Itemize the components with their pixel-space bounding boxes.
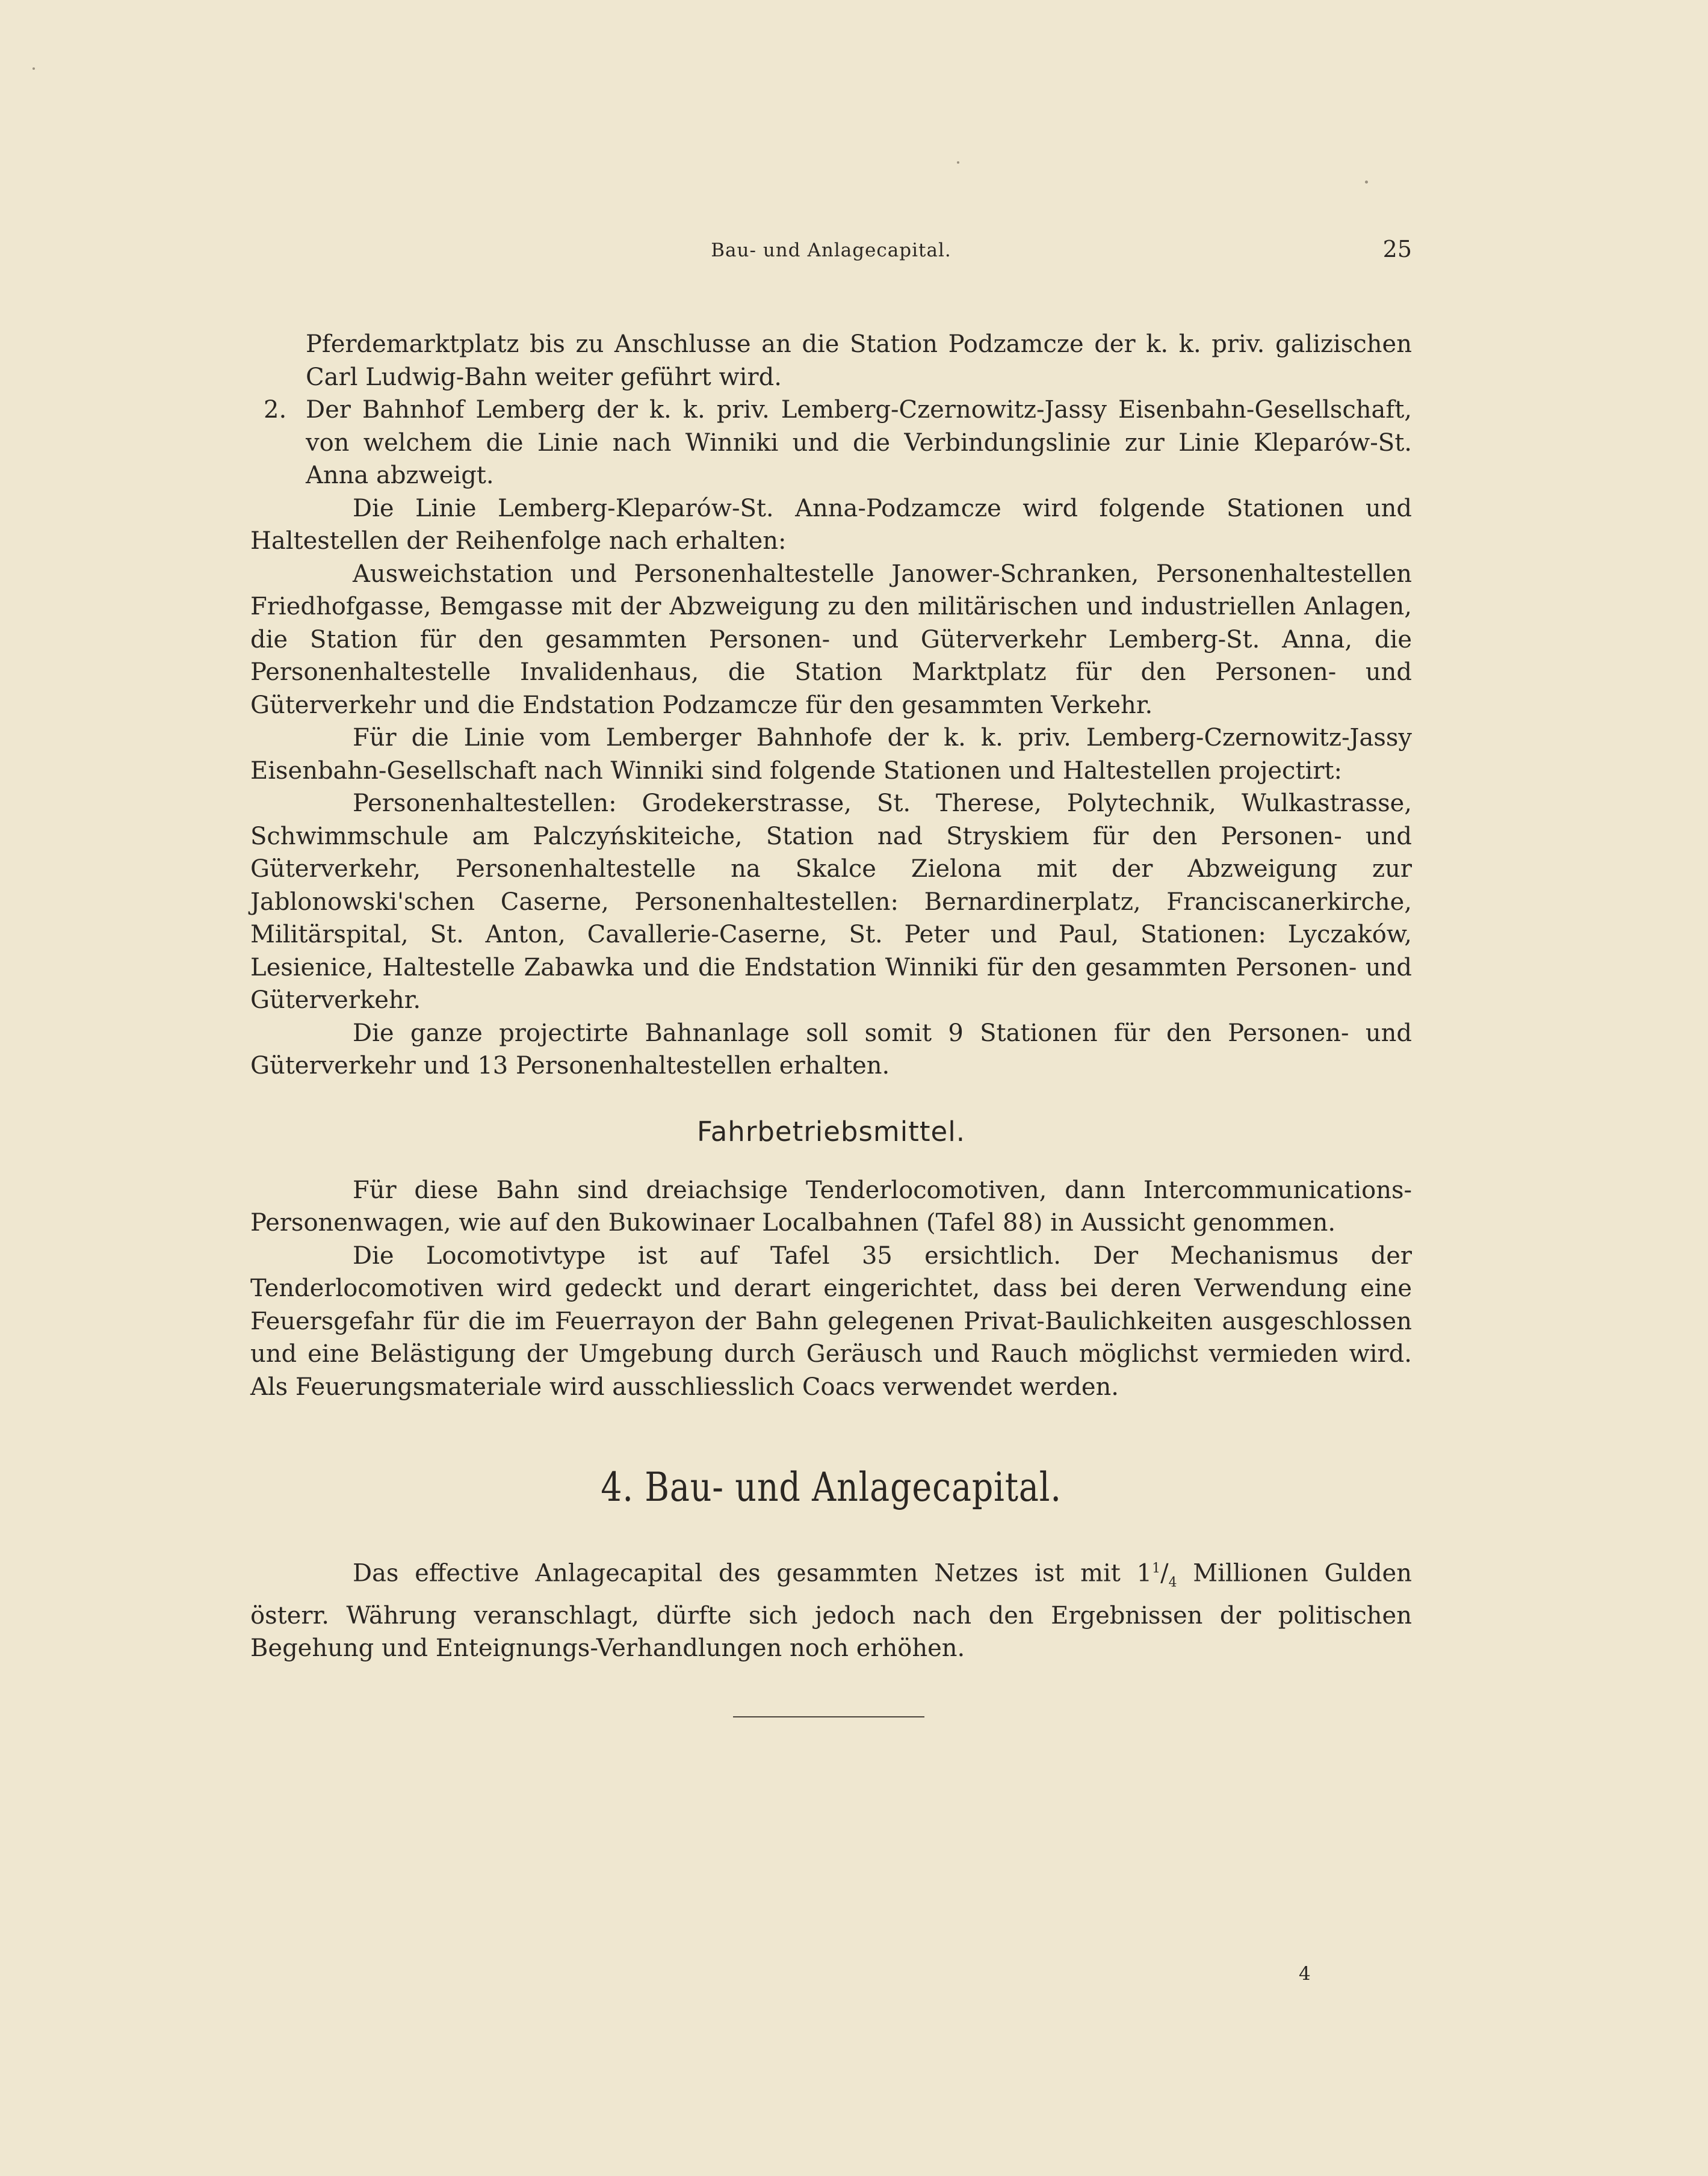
numbered-item [250,394,1412,492]
body-text [250,328,1412,1665]
paragraph: Die ganze projectirte Bahnanlage soll somit 9 Stationen für den Personen- und Güterverkehr und 13 Personenhaltestellen erhalten. [250,1019,1412,1080]
paragraph: Ausweichstation und Personenhaltestelle Janower-Schranken, Personenhaltestellen Friedhofgasse, Bemgasse mit der Abzweigung zu den militärischen und industriellen Anlagen, die Station für den gesammten Personen- und Güterverkehr Lemberg-St. Anna, die Personenhaltestelle Invalidenhaus, die Station Marktplatz für den Personen- und Güterverkehr und die Endstation Podzamcze für den gesammten Verkehr. [250,560,1412,719]
fraction-denominator: 4 [1168,1575,1177,1590]
fraction-numerator: 1 [1152,1561,1161,1576]
section-heading: Fahrbetriebsmittel. [696,1115,966,1148]
paragraph: Die Linie Lemberg-Kleparów-St. Anna-Podzamcze wird folgende Stationen und Haltestellen der Reihenfolge nach erhalten: [250,494,1412,555]
running-title: Bau- und Anlagecapital. [711,240,951,261]
paragraph: Die Locomotivtype ist auf Tafel 35 ersichtlich. Der Mechanismus der Tenderlocomotiven wird gedeckt und derart eingerichtet, dass bei deren Verwendung eine Feuersgefahr für die im Feuerrayon der Bahn gelegenen Privat-Baulichkeiten ausgeschlossen und eine Belästigung der Umgebung durch Geräusch und Rauch möglichst vermieden wird. Als Feuerungsmateriale wird ausschliesslich Coacs verwendet werden. [250,1241,1412,1401]
closing-rule [733,1716,924,1717]
paragraph: Das effective Anlagecapital des gesammten Netzes ist mit $1^1/_4$ Millionen Gulden österr. Währung veranschlagt, dürfte sich jedoch nach den Ergebnissen der politischen Begehung und Enteignungs-Verhandlungen noch erhöhen. [250,1559,1412,1663]
chapter-heading: 4. Bau- und Anlagecapital. [601,1464,1062,1510]
paper-speck [32,67,35,70]
paragraph-start: Das effective Anlagecapital des gesammten Netzes ist mit 1 [353,1559,1153,1587]
running-head [250,236,1412,266]
paragraph: Für diese Bahn sind dreiachsige Tenderlocomotiven, dann Intercommunications-Personenwagen, wie auf den Bukowinaer Localbahnen (Tafel 88) in Aussicht genommen. [250,1176,1412,1237]
signature-mark: 4 [1299,1963,1311,1985]
list-number: 2. [264,396,287,424]
paper-speck [1365,181,1368,184]
page-number: 25 [1382,236,1412,262]
paragraph-continuation: Pferdemarktplatz bis zu Anschlusse an die Station Podzamcze der k. k. priv. galizischen Carl Ludwig-Bahn weiter geführt wird. [306,330,1412,391]
paper-speck [957,161,959,164]
paragraph: Für die Linie vom Lemberger Bahnhofe der k. k. priv. Lemberg-Czernowitz-Jassy Eisenbahn-Gesellschaft nach Winniki sind folgende Stationen und Haltestellen projectirt: [250,724,1412,785]
paragraph-end: Millionen Gulden österr. Währung veranschlagt, dürfte sich jedoch nach den Ergebnissen der politischen Begehung und Enteignungs-Verhandlungen noch erhöhen. [250,1559,1412,1663]
paragraph: Personenhaltestellen: Grodekerstrasse, St. Therese, Polytechnik, Wulkastrasse, Schwimmschule am Palczyńskiteiche, Station nad Stryskiem für den Personen- und Güterverkehr, Personenhaltestelle na Skalce Zielona mit der Abzweigung zur Jablonowski'schen Caserne, Personenhaltestellen: Bernardinerplatz, Franciscanerkirche, Militärspital, St. Anton, Cavallerie-Caserne, St. Peter und Paul, Stationen: Lyczaków, Lesienice, Haltestelle Zabawka und die Endstation Winniki für den gesammten Personen- und Güterverkehr. [250,790,1412,1014]
numbered-item-text: Der Bahnhof Lemberg der k. k. priv. Lemberg-Czernowitz-Jassy Eisenbahn-Gesellschaft, von welchem die Linie nach Winniki und die Verbindungslinie zur Linie Kleparów-St. Anna abzweigt. [306,396,1412,489]
